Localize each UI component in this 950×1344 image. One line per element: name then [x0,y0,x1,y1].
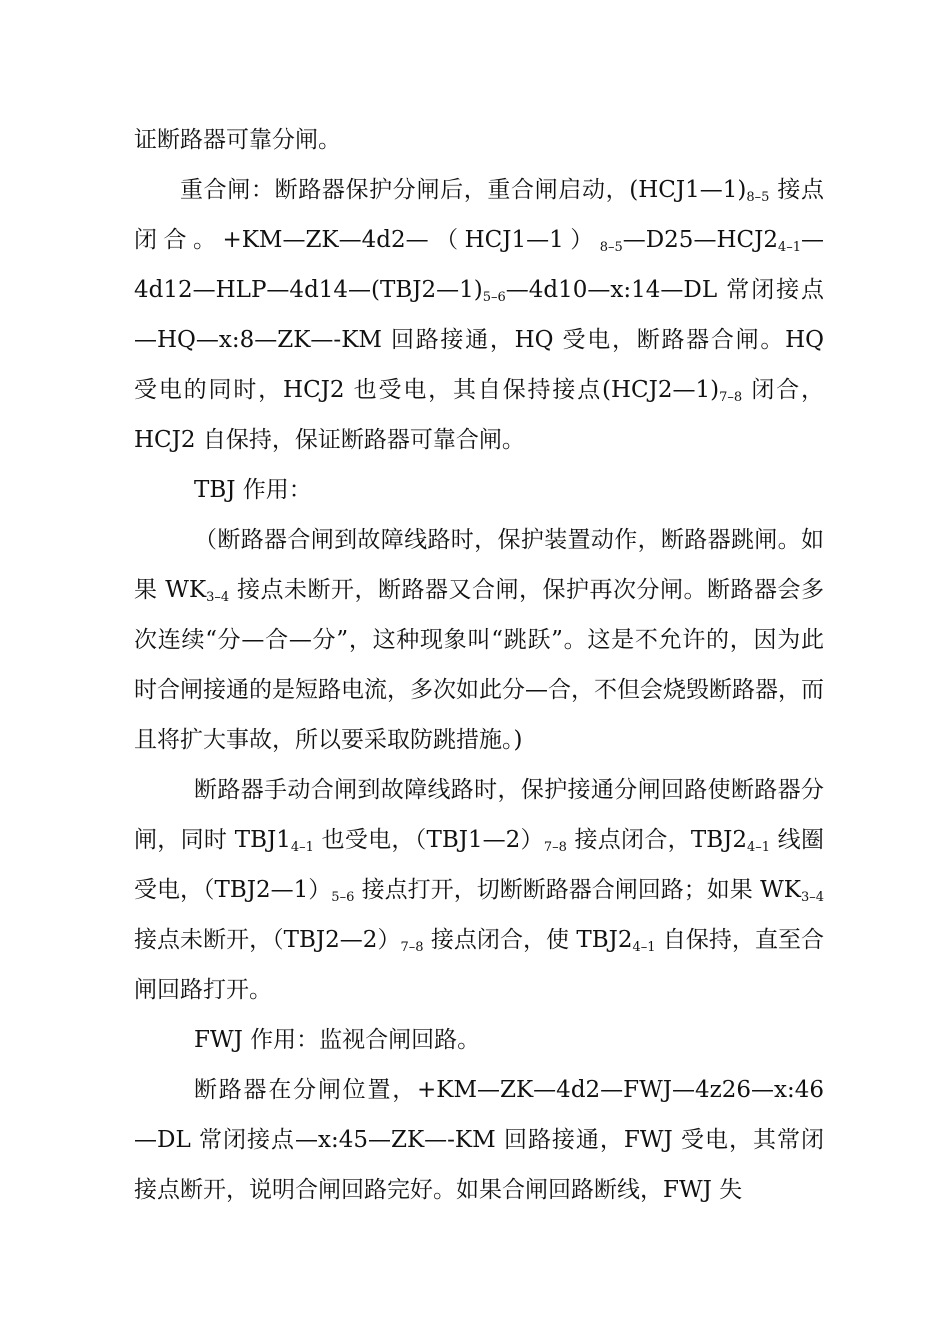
paragraph-anti-jump-note [134,515,824,765]
paragraph-text: 证断路器可靠分闸。 [134,127,341,153]
paragraph-text: 接点打开，切断断路器合闸回路；如果 WK [354,877,801,903]
paragraph-trip-position [134,1065,824,1215]
subscript: 8–5 [599,240,623,255]
heading-tbj-function [134,465,824,515]
paragraph-text: （断路器合闸到故障线路时，保护装置动作，断路器跳闸。如果 WK [134,527,824,603]
paragraph-text: 接点闭合，使 TBJ2 [423,927,633,953]
paragraph-text: 接点闭合。+KM—ZK—4d2—（HCJ1—1） [134,177,825,253]
subscript: 7–8 [543,840,567,855]
paragraph-text: 接点闭合，TBJ2 [566,827,748,853]
subscript: 4–1 [290,840,314,855]
paragraph-text: 重合闸：断路器保护分闸后，重合闸启动，(HCJ1—1) [180,177,747,203]
paragraph-text: —4d12—HLP—4d14—(TBJ2—1) [134,227,824,303]
paragraph-reclose [134,165,824,465]
subscript: 5–6 [482,290,506,305]
paragraph-text: —4d10—x:14—DL 常闭接点—HQ—x:8—ZK—-KM 回路接通，HQ 受电，断路器合闸。HQ 受电的同时，HCJ2 也受电，其自保持接点(HCJ2—1) [134,277,824,403]
document-body [134,115,824,1215]
paragraph-text: 自保持，直至合闸回路打开。 [134,927,825,1003]
subscript: 3–4 [206,590,230,605]
paragraph-text: 接点未断开，断路器又合闸，保护再次分闸。断路器会多次连续“分—合—分”，这种现象叫“跳跃”。这是不允许的，因为此时合闸接通的是短路电流，多次如此分—合，不但会烧毁断路器，而且将扩大事故，所以要采取防跳措施。) [134,577,824,753]
subscript: 4–1 [777,240,801,255]
paragraph-text: 也受电，（TBJ1—2） [313,827,544,853]
subscript: 4–1 [632,940,656,955]
subscript: 7–8 [400,940,424,955]
paragraph-close-trip [134,115,824,165]
paragraph-text: 闭合，HCJ2 自保持，保证断路器可靠合闸。 [134,377,824,453]
subscript: 5–6 [331,890,355,905]
paragraph-text: TBJ 作用： [194,477,312,503]
paragraph-text: 线圈受电，（TBJ2—1） [134,827,824,903]
paragraph-text: 断路器手动合闸到故障线路时，保护接通分闸回路使断路器分闸，同时 TBJ1 [134,777,824,853]
subscript: 3–4 [800,890,825,905]
paragraph-text: FWJ 作用：监视合闸回路。 [194,1027,481,1053]
paragraph-text: 接点未断开，（TBJ2—2） [134,927,401,953]
paragraph-text: 断路器在分闸位置，+KM—ZK—4d2—FWJ—4z26—x:46—DL 常闭接点—x:45—ZK—-KM 回路接通，FWJ 受电，其常闭接点断开，说明合闸回路完好。如果合闸回路断线，FWJ 失 [134,1077,824,1203]
paragraph-manual-close [134,765,824,1015]
subscript: 7–8 [719,390,743,405]
heading-fwj-function [134,1015,824,1065]
subscript: 8–5 [746,190,770,205]
paragraph-text: —D25—HCJ2 [622,227,778,253]
subscript: 4–1 [747,840,771,855]
